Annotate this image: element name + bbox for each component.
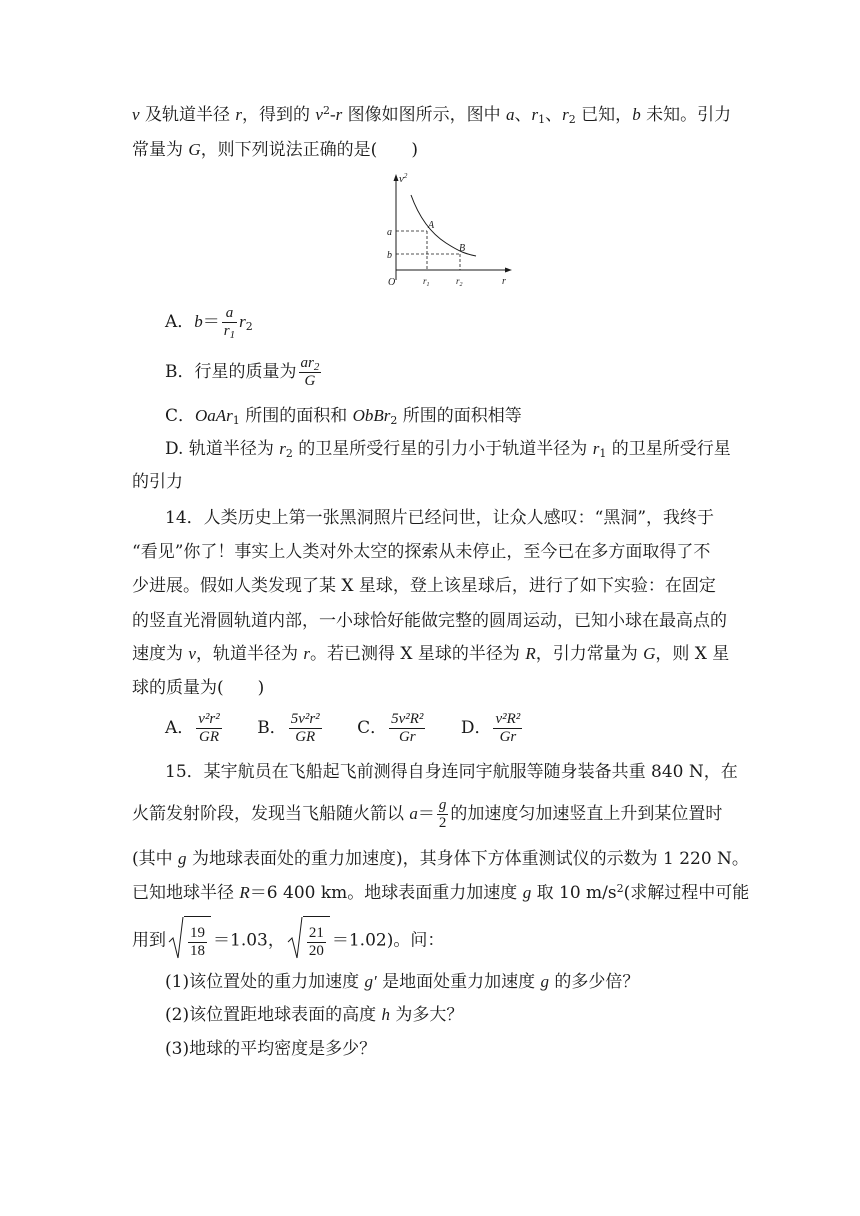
r2-tick-label: $r_2$ — [456, 276, 463, 288]
y-axis-arrow — [394, 174, 399, 181]
q15-line-5 — [132, 916, 444, 966]
text: 图像如图所示，图中 — [342, 105, 507, 125]
text: 的卫星所受行星的引力小于轨道半径为 — [292, 439, 593, 459]
var-g: g — [540, 972, 550, 991]
var-r2: r — [239, 312, 246, 331]
numerator: 19 — [190, 925, 205, 941]
text: 的竖直光滑圆轨道内部，一小球恰好能做完整的圆周运动，已知小球在最高点的 — [132, 611, 727, 631]
sub: 1 — [232, 414, 240, 427]
region-2: ObBr — [352, 406, 391, 425]
q13-option-a — [165, 305, 253, 340]
var-b: b — [194, 312, 203, 331]
q14-line-4 — [132, 609, 727, 633]
q14-option-a — [165, 709, 224, 747]
var-v: v — [188, 644, 196, 663]
option-letter: C． — [165, 406, 196, 426]
var-g: g — [522, 883, 532, 902]
point-A-label: A — [428, 220, 435, 231]
fraction — [493, 711, 522, 746]
num-var: ar — [300, 355, 314, 371]
option-letter: C． — [357, 718, 388, 738]
text: 用到 — [132, 930, 166, 951]
var-a: a — [506, 105, 515, 124]
text: 是地面处重力加速度 — [376, 972, 541, 992]
var-r: -r — [329, 105, 343, 124]
denominator: Gr — [499, 729, 517, 745]
text: 及轨道半径 — [139, 105, 236, 125]
fraction — [196, 711, 222, 746]
sub: 2 — [390, 414, 398, 427]
v2-r-curve — [411, 195, 476, 256]
text: “看见”你了！事实上人类对外太空的探索从未停止，至今已在多方面取得了不 — [132, 542, 711, 562]
text: 少进展。假如人类发现了某 X 星球，登上该星球后，进行了如下实验：在固定 — [132, 576, 716, 596]
var-R: R — [525, 644, 536, 663]
y-axis-label: $v^2$ — [399, 172, 408, 185]
text: D. 轨道半径为 — [165, 439, 280, 459]
numerator — [299, 355, 322, 373]
denominator: GR — [199, 729, 220, 745]
q15-line-2 — [132, 795, 722, 833]
text: ，轨道半径为 — [195, 644, 304, 664]
text: (1)该位置处的重力加速度 — [165, 972, 365, 992]
fraction — [222, 305, 237, 340]
var-v: v — [132, 105, 140, 124]
sqrt-21-20 — [287, 916, 330, 966]
var-r1: r — [531, 105, 539, 124]
text: (3)地球的平均密度是多少？ — [165, 1039, 377, 1059]
q13-option-d-line-2 — [132, 470, 183, 494]
origin-label: O — [388, 277, 396, 288]
radicand — [303, 916, 330, 966]
v2-r-graph — [380, 168, 520, 290]
fraction — [307, 925, 326, 960]
option-letter: A． — [165, 718, 195, 738]
q14-line-6 — [132, 676, 264, 700]
text: 速度为 — [132, 644, 189, 664]
text: (其中 — [132, 849, 179, 869]
q13-option-c — [165, 404, 522, 428]
text: 的加速度匀加速竖直上升到某位置时 — [450, 804, 723, 824]
text: 15．某宇航员在飞船起飞前测得自身连同宇航服等随身装备共重 840 N，在 — [165, 762, 738, 782]
q13-stem-line-2 — [132, 138, 418, 162]
q15-line-3 — [132, 847, 749, 871]
var-a: a — [409, 804, 418, 823]
q14-line-5 — [132, 642, 729, 666]
var-h: h — [381, 1005, 390, 1024]
q14-option-d — [461, 709, 524, 747]
text: ，得到的 — [241, 105, 316, 125]
var-r2: r — [562, 105, 569, 124]
text: 为多大？ — [389, 1005, 464, 1025]
denominator — [222, 323, 237, 340]
text: 、 — [514, 105, 532, 125]
numerator: 5v²R² — [391, 711, 424, 727]
r1-tick-label: $r_1$ — [423, 276, 430, 288]
text: ＝ — [202, 312, 220, 332]
region-1: OaAr — [195, 406, 233, 425]
var-r: r — [235, 105, 242, 124]
var-r1: r — [592, 439, 600, 458]
sub: 2 — [313, 361, 320, 373]
q15-sub-question-3 — [165, 1037, 376, 1061]
var-b: b — [632, 105, 641, 124]
radicand — [184, 916, 211, 966]
var-g-prime: g′ — [364, 972, 377, 991]
x-axis-label: r — [502, 276, 506, 287]
text: 的引力 — [132, 472, 183, 492]
text: ＝1.03， — [213, 930, 285, 951]
text: 、 — [545, 105, 563, 125]
text: 已知， — [575, 105, 633, 125]
q15-line-1 — [165, 760, 738, 784]
tick-a-label: a — [387, 227, 392, 238]
q13-stem-line-1 — [132, 103, 731, 127]
point-B-label: B — [459, 243, 466, 254]
numerator: 5v²r² — [290, 711, 320, 727]
denominator: Gr — [398, 729, 416, 745]
text: 取 10 m/s — [531, 883, 617, 903]
denominator: 2 — [438, 815, 447, 831]
text: 的卫星所受行星 — [606, 439, 731, 459]
sub: 1 — [229, 329, 236, 341]
sup: 2 — [616, 882, 624, 895]
option-letter: B． — [257, 718, 287, 738]
q13-option-d-line-1 — [165, 437, 731, 461]
var-G: G — [643, 644, 656, 663]
sub: 1 — [538, 113, 546, 126]
text: 球的质量为( ) — [132, 678, 265, 698]
radical-sign — [168, 916, 184, 960]
numerator: a — [222, 305, 237, 323]
numerator: v²R² — [495, 711, 521, 727]
var-g: g — [178, 849, 187, 868]
q15-sub-question-1 — [165, 970, 639, 994]
q14-option-b — [257, 709, 324, 747]
text: 火箭发射阶段，发现当飞船随火箭以 — [132, 804, 410, 824]
q14-option-c — [357, 709, 427, 747]
text: 所围的面积相等 — [397, 406, 522, 426]
q15-line-4 — [132, 881, 749, 905]
fraction — [389, 711, 425, 746]
text: ＝ — [417, 804, 435, 824]
fraction — [289, 711, 322, 746]
text: ＝6 400 km。地球表面重力加速度 — [249, 883, 523, 903]
fraction — [188, 925, 207, 960]
text: 常量为 — [132, 140, 189, 160]
radical-sign — [287, 916, 303, 960]
text: ，则 X 星 — [655, 644, 730, 664]
text: 未知。引力 — [640, 105, 732, 125]
numerator: 21 — [308, 925, 324, 941]
var-r2: r — [279, 439, 286, 458]
text: 的多少倍？ — [549, 972, 640, 992]
text: (求解过程中可能 — [623, 883, 750, 903]
var-r: r — [303, 644, 310, 663]
fraction — [299, 355, 322, 390]
text: (2)该位置距地球表面的高度 — [165, 1005, 382, 1025]
numerator: v²r² — [198, 711, 220, 727]
text: ，引力常量为 — [535, 644, 644, 664]
denominator: G — [304, 373, 316, 389]
option-letter: B． — [165, 362, 195, 382]
sub: 1 — [599, 447, 607, 460]
den-var: r — [223, 323, 230, 339]
denominator: 20 — [308, 943, 324, 959]
q14-line-1 — [165, 506, 714, 530]
sqrt-19-18 — [168, 916, 211, 966]
q13-option-b — [165, 355, 323, 390]
text: 为地球表面处的重力加速度)，其身体下方体重测试仪的示数为 1 220 N。 — [186, 849, 749, 869]
text: ，则下列说法正确的是( ) — [200, 140, 418, 160]
tick-b-label: b — [387, 250, 392, 261]
denominator: 18 — [190, 943, 205, 959]
q14-line-3 — [132, 574, 716, 598]
text: ＝1.02)。问： — [331, 930, 445, 951]
var-v: v — [315, 105, 323, 124]
denominator: GR — [295, 729, 316, 745]
sup: 2 — [322, 104, 330, 117]
q15-sub-question-2 — [165, 1003, 463, 1027]
text: 所围的面积和 — [239, 406, 353, 426]
option-letter: D． — [460, 718, 492, 738]
q14-options — [165, 709, 552, 747]
var-G: G — [188, 140, 201, 159]
sub: 2 — [568, 113, 576, 126]
fraction — [437, 797, 449, 832]
numerator: g — [438, 797, 447, 813]
x-axis-arrow — [505, 268, 512, 273]
option-letter: A． — [165, 312, 195, 332]
q14-line-2 — [132, 540, 710, 564]
text: 已知地球半径 — [132, 883, 240, 903]
text: 14．人类历史上第一张黑洞照片已经问世，让众人感叹：“黑洞”，我终于 — [165, 508, 715, 528]
sub: 2 — [245, 320, 253, 333]
text: 。若已测得 X 星球的半径为 — [309, 644, 526, 664]
var-R: R — [239, 883, 250, 902]
sub: 2 — [285, 447, 293, 460]
text: 行星的质量为 — [194, 362, 297, 382]
